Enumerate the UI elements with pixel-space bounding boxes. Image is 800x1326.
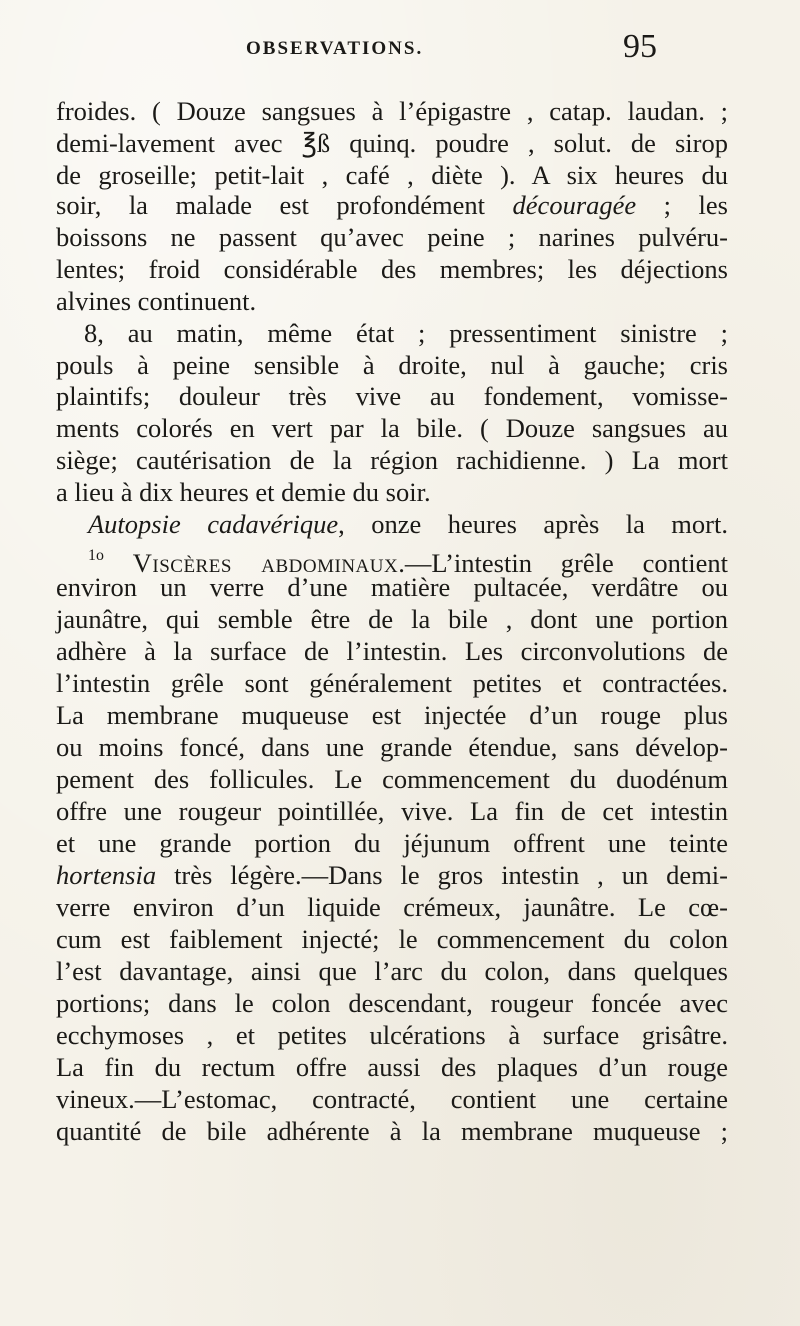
text-line [56, 892, 728, 922]
text-line [56, 160, 728, 190]
small-caps-heading: Viscères abdominaux [132, 548, 399, 578]
text-segment: cum est faiblement injecté; le commencement du colon [56, 924, 728, 954]
text-line [56, 254, 728, 284]
text-segment: froides. ( Douze sangsues à l’épigastre , catap. laudan. ; [56, 96, 728, 126]
text-segment: environ un verre d’une matière pultacée, verdâtre ou [56, 572, 728, 602]
text-line [56, 828, 728, 858]
text-line [56, 286, 256, 316]
text-segment: offre une rougeur pointillée, vive. La fin de cet intestin [56, 796, 728, 826]
text-segment: 8, au matin, même état ; pressentiment sinistre ; [84, 318, 728, 348]
text-segment: soir, la malade est profondément [56, 190, 513, 220]
text-segment: verre environ d’un liquide crémeux, jaunâtre. Le cœ- [56, 892, 728, 922]
text-segment: pement des follicules. Le commencement du duodénum [56, 764, 728, 794]
text-line [56, 700, 728, 730]
text-line [56, 1052, 728, 1082]
text-line [56, 604, 728, 634]
text-segment: vineux.—L’estomac, contracté, contient une certaine [56, 1084, 728, 1114]
text-segment: l’est davantage, ainsi que l’arc du colon, dans quelques [56, 956, 728, 986]
text-line [56, 350, 728, 380]
italic-text: hortensia [56, 860, 157, 890]
text-line [56, 668, 728, 698]
text-segment: La membrane muqueuse est injectée d’un rouge plus [56, 700, 728, 730]
text-segment: pouls à peine sensible à droite, nul à gauche; cris [56, 350, 728, 380]
italic-text: découragée [512, 190, 637, 220]
text-segment: l’intestin grêle sont généralement petites et contractées. [56, 668, 728, 698]
text-segment: plaintifs; douleur très vive au fondement, vomisse- [56, 381, 728, 411]
page-number: 95 [623, 28, 657, 65]
text-segment: alvines continuent. [56, 286, 257, 316]
text-segment: boissons ne passent qu’avec peine ; narines pulvéru- [56, 222, 728, 252]
running-head: OBSERVATIONS. [246, 38, 424, 59]
text-line [56, 222, 728, 252]
text-line [56, 1084, 728, 1114]
text-segment: ecchymoses , et petites ulcérations à surface grisâtre. [56, 1020, 728, 1050]
text-line [56, 96, 728, 126]
text-line [56, 956, 728, 986]
text-line [56, 1116, 728, 1146]
text-segment: .—L’intestin grêle contient [398, 548, 728, 578]
text-line [56, 796, 728, 826]
text-segment: adhère à la surface de l’intestin. Les circonvolutions de [56, 636, 728, 666]
section-ordinal: 1o [88, 547, 104, 564]
text-segment: a lieu à dix heures et demie du soir. [56, 477, 431, 507]
text-line [56, 572, 728, 602]
text-line [56, 477, 431, 507]
text-segment: et une grande portion du jéjunum offrent une teinte [56, 828, 728, 858]
text-segment: siège; cautérisation de la région rachidienne. ) La mort [56, 445, 728, 475]
text-segment: de groseille; petit-lait , café , diète ). A six heures du [56, 160, 728, 190]
text-segment: très légère.—Dans le gros intestin , un demi- [156, 860, 728, 890]
text-segment: ments colorés en vert par la bile. ( Douze sangsues au [56, 413, 728, 443]
text-line [56, 764, 728, 794]
text-line [88, 509, 728, 539]
text-line [84, 318, 728, 348]
text-segment: portions; dans le colon descendant, rougeur foncée avec [56, 988, 728, 1018]
text-line [56, 1020, 728, 1050]
text-line [56, 924, 728, 954]
text-segment: quantité de bile adhérente à la membrane muqueuse ; [56, 1116, 728, 1146]
text-line [56, 413, 728, 443]
text-line [56, 445, 728, 475]
text-segment: ; les [636, 190, 728, 220]
text-line [56, 636, 728, 666]
text-line [56, 732, 728, 762]
text-line [56, 988, 728, 1018]
text-segment: ou moins foncé, dans une grande étendue, sans dévelop- [56, 732, 728, 762]
text-segment: jaunâtre, qui semble être de la bile , dont une portion [56, 604, 728, 634]
italic-text: Autopsie cadavérique [88, 509, 339, 539]
text-line [56, 190, 728, 220]
text-segment: , onze heures après la mort. [338, 509, 728, 539]
text-segment: demi-lavement avec ℥ß quinq. poudre , solut. de sirop [56, 128, 728, 158]
text-segment: La fin du rectum offre aussi des plaques d’un rouge [56, 1052, 728, 1082]
text-line [56, 128, 728, 158]
text-line [56, 860, 728, 890]
text-line [56, 381, 728, 411]
text-segment: lentes; froid considérable des membres; les déjections [56, 254, 728, 284]
